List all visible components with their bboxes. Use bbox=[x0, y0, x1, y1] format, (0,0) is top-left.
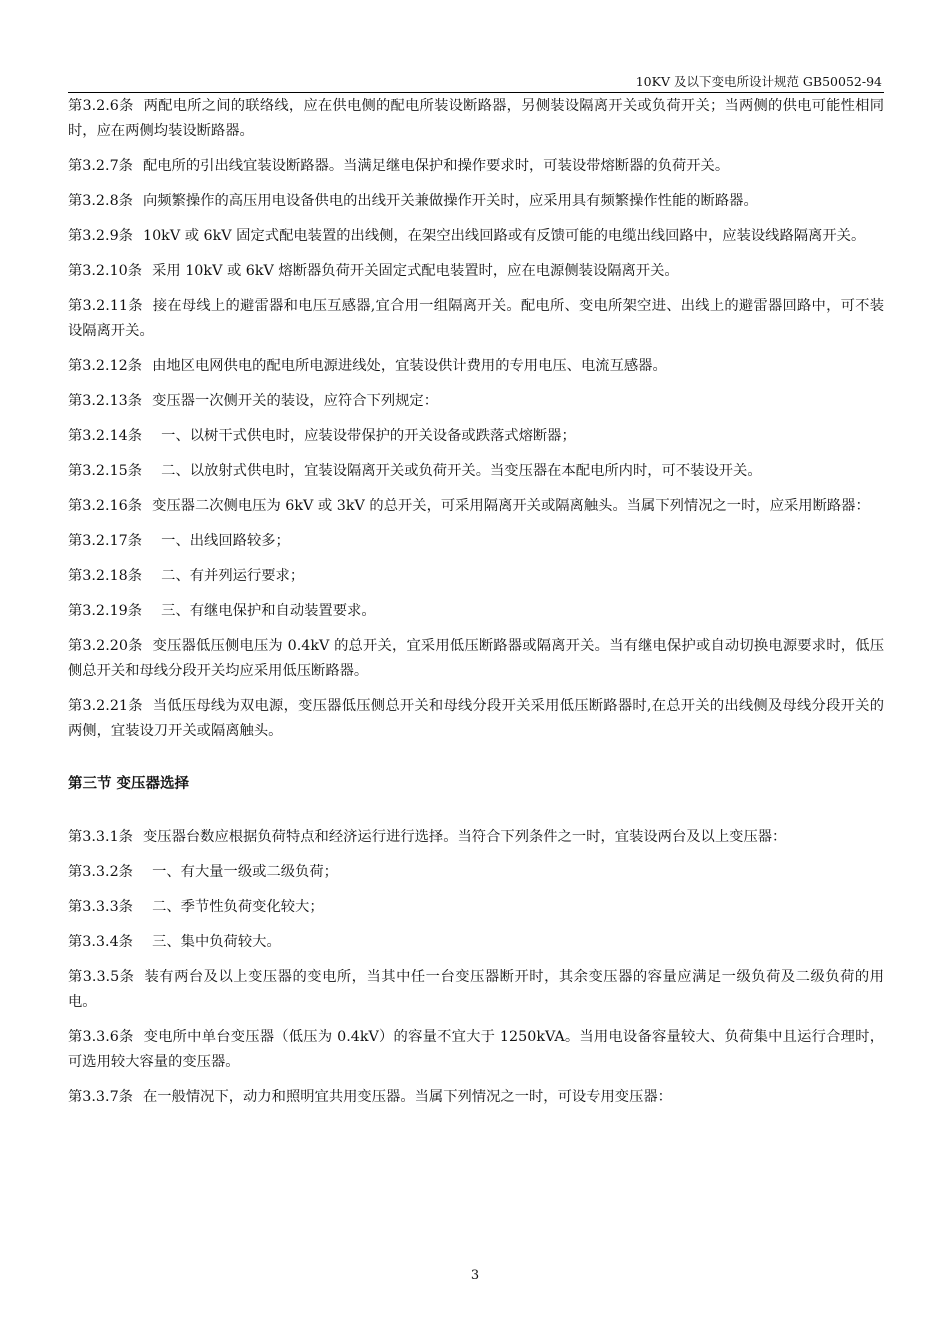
clause-number: 第3.2.15条 bbox=[68, 463, 143, 479]
clause-number: 第3.2.16条 bbox=[68, 498, 143, 514]
clause-text: 二、有并列运行要求； bbox=[152, 568, 305, 584]
clause-text: 当低压母线为双电源，变压器低压侧总开关和母线分段开关采用低压断路器时,在总开关的出线侧及母线分段开关的两侧，宜装设刀开关或隔离触头。 bbox=[68, 698, 884, 739]
page-number: 3 bbox=[470, 1268, 480, 1283]
clause-number: 第3.3.2条 bbox=[68, 864, 133, 880]
clause-number: 第3.2.18条 bbox=[68, 568, 143, 584]
clause-number: 第3.2.10条 bbox=[68, 263, 143, 279]
clauses-section-3-2 bbox=[68, 94, 884, 744]
clause-number: 第3.2.14条 bbox=[68, 428, 143, 444]
clause-paragraph bbox=[68, 895, 884, 920]
clause-paragraph bbox=[68, 259, 884, 284]
clause-text: 变压器低压侧电压为 0.4kV 的总开关，宜采用低压断路器或隔离开关。当有继电保护或自动切换电源要求时，低压侧总开关和母线分段开关均应采用低压断路器。 bbox=[68, 638, 884, 679]
clause-text: 两配电所之间的联络线，应在供电侧的配电所装设断路器，另侧装设隔离开关或负荷开关；当两侧的供电可能性相同时，应在两侧均装设断路器。 bbox=[68, 98, 884, 139]
clause-paragraph bbox=[68, 494, 884, 519]
clause-paragraph bbox=[68, 860, 884, 885]
clause-number: 第3.2.7条 bbox=[68, 158, 133, 174]
clause-text: 三、集中负荷较大。 bbox=[142, 934, 281, 950]
clause-text: 二、季节性负荷变化较大； bbox=[142, 899, 324, 915]
clause-number: 第3.3.5条 bbox=[68, 969, 135, 985]
page-header bbox=[68, 70, 884, 93]
clause-text: 10kV 或 6kV 固定式配电装置的出线侧，在架空出线回路或有反馈可能的电缆出线回路中，应装设线路隔离开关。 bbox=[142, 228, 866, 244]
clause-number: 第3.2.11条 bbox=[68, 298, 143, 314]
running-title: 10KV 及以下变电所设计规范 GB50052-94 bbox=[635, 74, 882, 89]
clause-number: 第3.3.1条 bbox=[68, 829, 133, 845]
clause-paragraph bbox=[68, 1085, 884, 1110]
clause-text: 在一般情况下，动力和照明宜共用变压器。当属下列情况之一时，可设专用变压器： bbox=[142, 1089, 672, 1105]
clause-paragraph bbox=[68, 154, 884, 179]
clause-number: 第3.3.4条 bbox=[68, 934, 133, 950]
clause-paragraph bbox=[68, 389, 884, 414]
document-body bbox=[68, 94, 884, 1120]
clause-text: 由地区电网供电的配电所电源进线处，宜装设供计费用的专用电压、电流互感器。 bbox=[152, 358, 667, 374]
clause-paragraph bbox=[68, 965, 884, 1015]
clause-text: 变压器二次侧电压为 6kV 或 3kV 的总开关，可采用隔离开关或隔离触头。当属下列情况之一时，应采用断路器： bbox=[152, 498, 870, 514]
clause-text: 装有两台及以上变压器的变电所，当其中任一台变压器断开时，其余变压器的容量应满足一级负荷及二级负荷的用电。 bbox=[68, 969, 884, 1010]
clause-text: 采用 10kV 或 6kV 熔断器负荷开关固定式配电装置时，应在电源侧装设隔离开关。 bbox=[152, 263, 679, 279]
clause-paragraph bbox=[68, 354, 884, 379]
clause-paragraph bbox=[68, 294, 884, 344]
clause-number: 第3.2.6条 bbox=[68, 98, 134, 114]
clause-text: 接在母线上的避雷器和电压互感器,宜合用一组隔离开关。配电所、变电所架空进、出线上的避雷器回路中，可不装设隔离开关。 bbox=[68, 298, 884, 339]
clause-number: 第3.2.19条 bbox=[68, 603, 143, 619]
clause-number: 第3.2.13条 bbox=[68, 393, 143, 409]
clause-paragraph bbox=[68, 224, 884, 249]
clause-number: 第3.2.12条 bbox=[68, 358, 143, 374]
clause-text: 二、以放射式供电时，宜装设隔离开关或负荷开关。当变压器在本配电所内时，可不装设开关。 bbox=[152, 463, 762, 479]
clause-paragraph bbox=[68, 825, 884, 850]
clause-text: 三、有继电保护和自动装置要求。 bbox=[152, 603, 376, 619]
clause-paragraph bbox=[68, 564, 884, 589]
clause-number: 第3.3.3条 bbox=[68, 899, 133, 915]
clause-number: 第3.2.21条 bbox=[68, 698, 143, 714]
clause-paragraph bbox=[68, 599, 884, 624]
clause-paragraph bbox=[68, 459, 884, 484]
clause-text: 配电所的引出线宜装设断路器。当满足继电保护和操作要求时，可装设带熔断器的负荷开关。 bbox=[142, 158, 730, 174]
clause-paragraph bbox=[68, 94, 884, 144]
clause-number: 第3.3.7条 bbox=[68, 1089, 133, 1105]
clause-text: 变压器一次侧开关的装设，应符合下列规定： bbox=[152, 393, 439, 409]
clauses-section-3-3 bbox=[68, 825, 884, 1110]
clause-paragraph bbox=[68, 529, 884, 554]
clause-paragraph bbox=[68, 930, 884, 955]
clause-paragraph bbox=[68, 1025, 884, 1075]
clause-paragraph bbox=[68, 189, 884, 214]
clause-text: 变压器台数应根据负荷特点和经济运行进行选择。当符合下列条件之一时，宜装设两台及以上变压器： bbox=[142, 829, 787, 845]
clause-text: 向频繁操作的高压用电设备供电的出线开关兼做操作开关时，应采用具有频繁操作性能的断路器。 bbox=[142, 193, 758, 209]
clause-text: 一、出线回路较多； bbox=[152, 533, 290, 549]
clause-number: 第3.2.17条 bbox=[68, 533, 143, 549]
clause-number: 第3.3.6条 bbox=[68, 1029, 134, 1045]
clause-text: 变电所中单台变压器（低压为 0.4kV）的容量不宜大于 1250kVA。当用电设备容量较大、负荷集中且运行合理时，可选用较大容量的变压器。 bbox=[68, 1029, 884, 1070]
clause-paragraph bbox=[68, 424, 884, 449]
clause-paragraph bbox=[68, 694, 884, 744]
clause-number: 第3.2.9条 bbox=[68, 228, 133, 244]
clause-number: 第3.2.8条 bbox=[68, 193, 133, 209]
clause-text: 一、有大量一级或二级负荷； bbox=[142, 864, 338, 880]
clause-number: 第3.2.20条 bbox=[68, 638, 143, 654]
clause-paragraph bbox=[68, 634, 884, 684]
clause-text: 一、以树干式供电时，应装设带保护的开关设备或跌落式熔断器； bbox=[152, 428, 576, 444]
section-title: 第三节 变压器选择 bbox=[68, 776, 190, 792]
